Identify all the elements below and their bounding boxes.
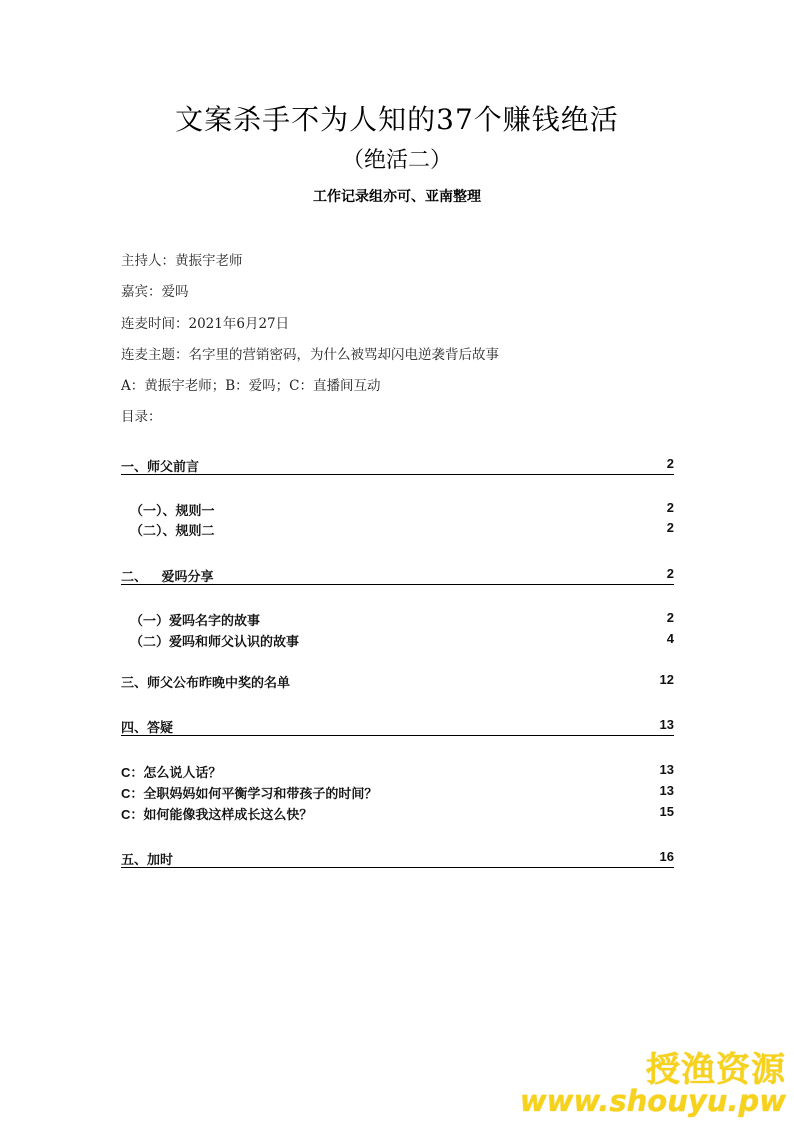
toc-entry-page: 2	[666, 566, 674, 581]
toc-entry-page: 2	[666, 456, 674, 471]
toc-entry[interactable]	[121, 631, 674, 649]
toc-entry-label: C：全职妈妈如何平衡学习和带孩子的时间？	[121, 786, 378, 801]
toc-entry-page: 13	[659, 717, 674, 732]
toc-entry[interactable]	[121, 783, 674, 801]
toc-entry-label: 三、师父公布昨晚中奖的名单	[121, 675, 291, 690]
document-credits: 工作记录组亦可、亚南整理	[313, 189, 481, 205]
toc-entry-label: （一）、规则一	[130, 503, 215, 518]
toc-entry[interactable]	[121, 717, 674, 736]
toc-entry-page: 13	[659, 762, 674, 777]
toc-heading: 目录：	[121, 409, 162, 425]
toc-entry[interactable]	[121, 520, 674, 538]
toc-entry-page: 2	[666, 500, 674, 515]
toc-entry-page: 4	[666, 631, 674, 646]
roles-line: A：黄振宇老师；B：爱吗；C：直播间互动	[121, 378, 381, 394]
toc-entry-page: 2	[666, 610, 674, 625]
toc-entry[interactable]	[121, 804, 674, 822]
watermark-name: 授渔资源	[646, 1050, 786, 1090]
toc-entry[interactable]	[121, 762, 674, 780]
document-title: 文案杀手不为人知的37个赚钱绝活	[175, 103, 619, 136]
guest-line: 嘉宾：爱吗	[121, 284, 189, 300]
toc-entry-label: 一、师父前言	[121, 459, 200, 474]
toc-entry[interactable]	[121, 566, 674, 585]
toc-entry-label: C：怎么说人话？	[121, 765, 222, 780]
toc-entry-label: C：如何能像我这样成长这么快？	[121, 807, 313, 822]
toc-entry-label: 四、答疑	[121, 720, 174, 735]
toc-entry-page: 12	[659, 672, 674, 687]
toc-entry[interactable]	[121, 610, 674, 628]
toc-entry-label: 二、 爱吗分享	[121, 569, 214, 584]
toc-entry[interactable]	[121, 849, 674, 868]
toc-entry[interactable]	[121, 500, 674, 518]
toc-entry-label: 五、加时	[121, 852, 174, 867]
topic-line: 连麦主题：名字里的营销密码，为什么被骂却闪电逆袭背后故事	[121, 347, 499, 363]
host-line: 主持人：黄振宇老师	[121, 253, 243, 269]
toc-entry-page: 16	[659, 849, 674, 864]
toc-entry[interactable]	[121, 456, 674, 475]
toc-entry-label: （一）爱吗名字的故事	[130, 613, 261, 628]
toc-entry-page: 15	[659, 804, 674, 819]
toc-entry-page: 2	[666, 520, 674, 535]
watermark-url: www.shouyu.pw	[519, 1084, 786, 1118]
toc-entry-page: 13	[659, 783, 674, 798]
toc-entry[interactable]	[121, 672, 674, 690]
time-line: 连麦时间：2021年6月27日	[121, 316, 290, 332]
toc-entry-label: （二）爱吗和师父认识的故事	[130, 634, 300, 649]
document-subtitle: （绝活二）	[341, 148, 452, 173]
toc-entry-label: （二）、规则二	[130, 523, 215, 538]
